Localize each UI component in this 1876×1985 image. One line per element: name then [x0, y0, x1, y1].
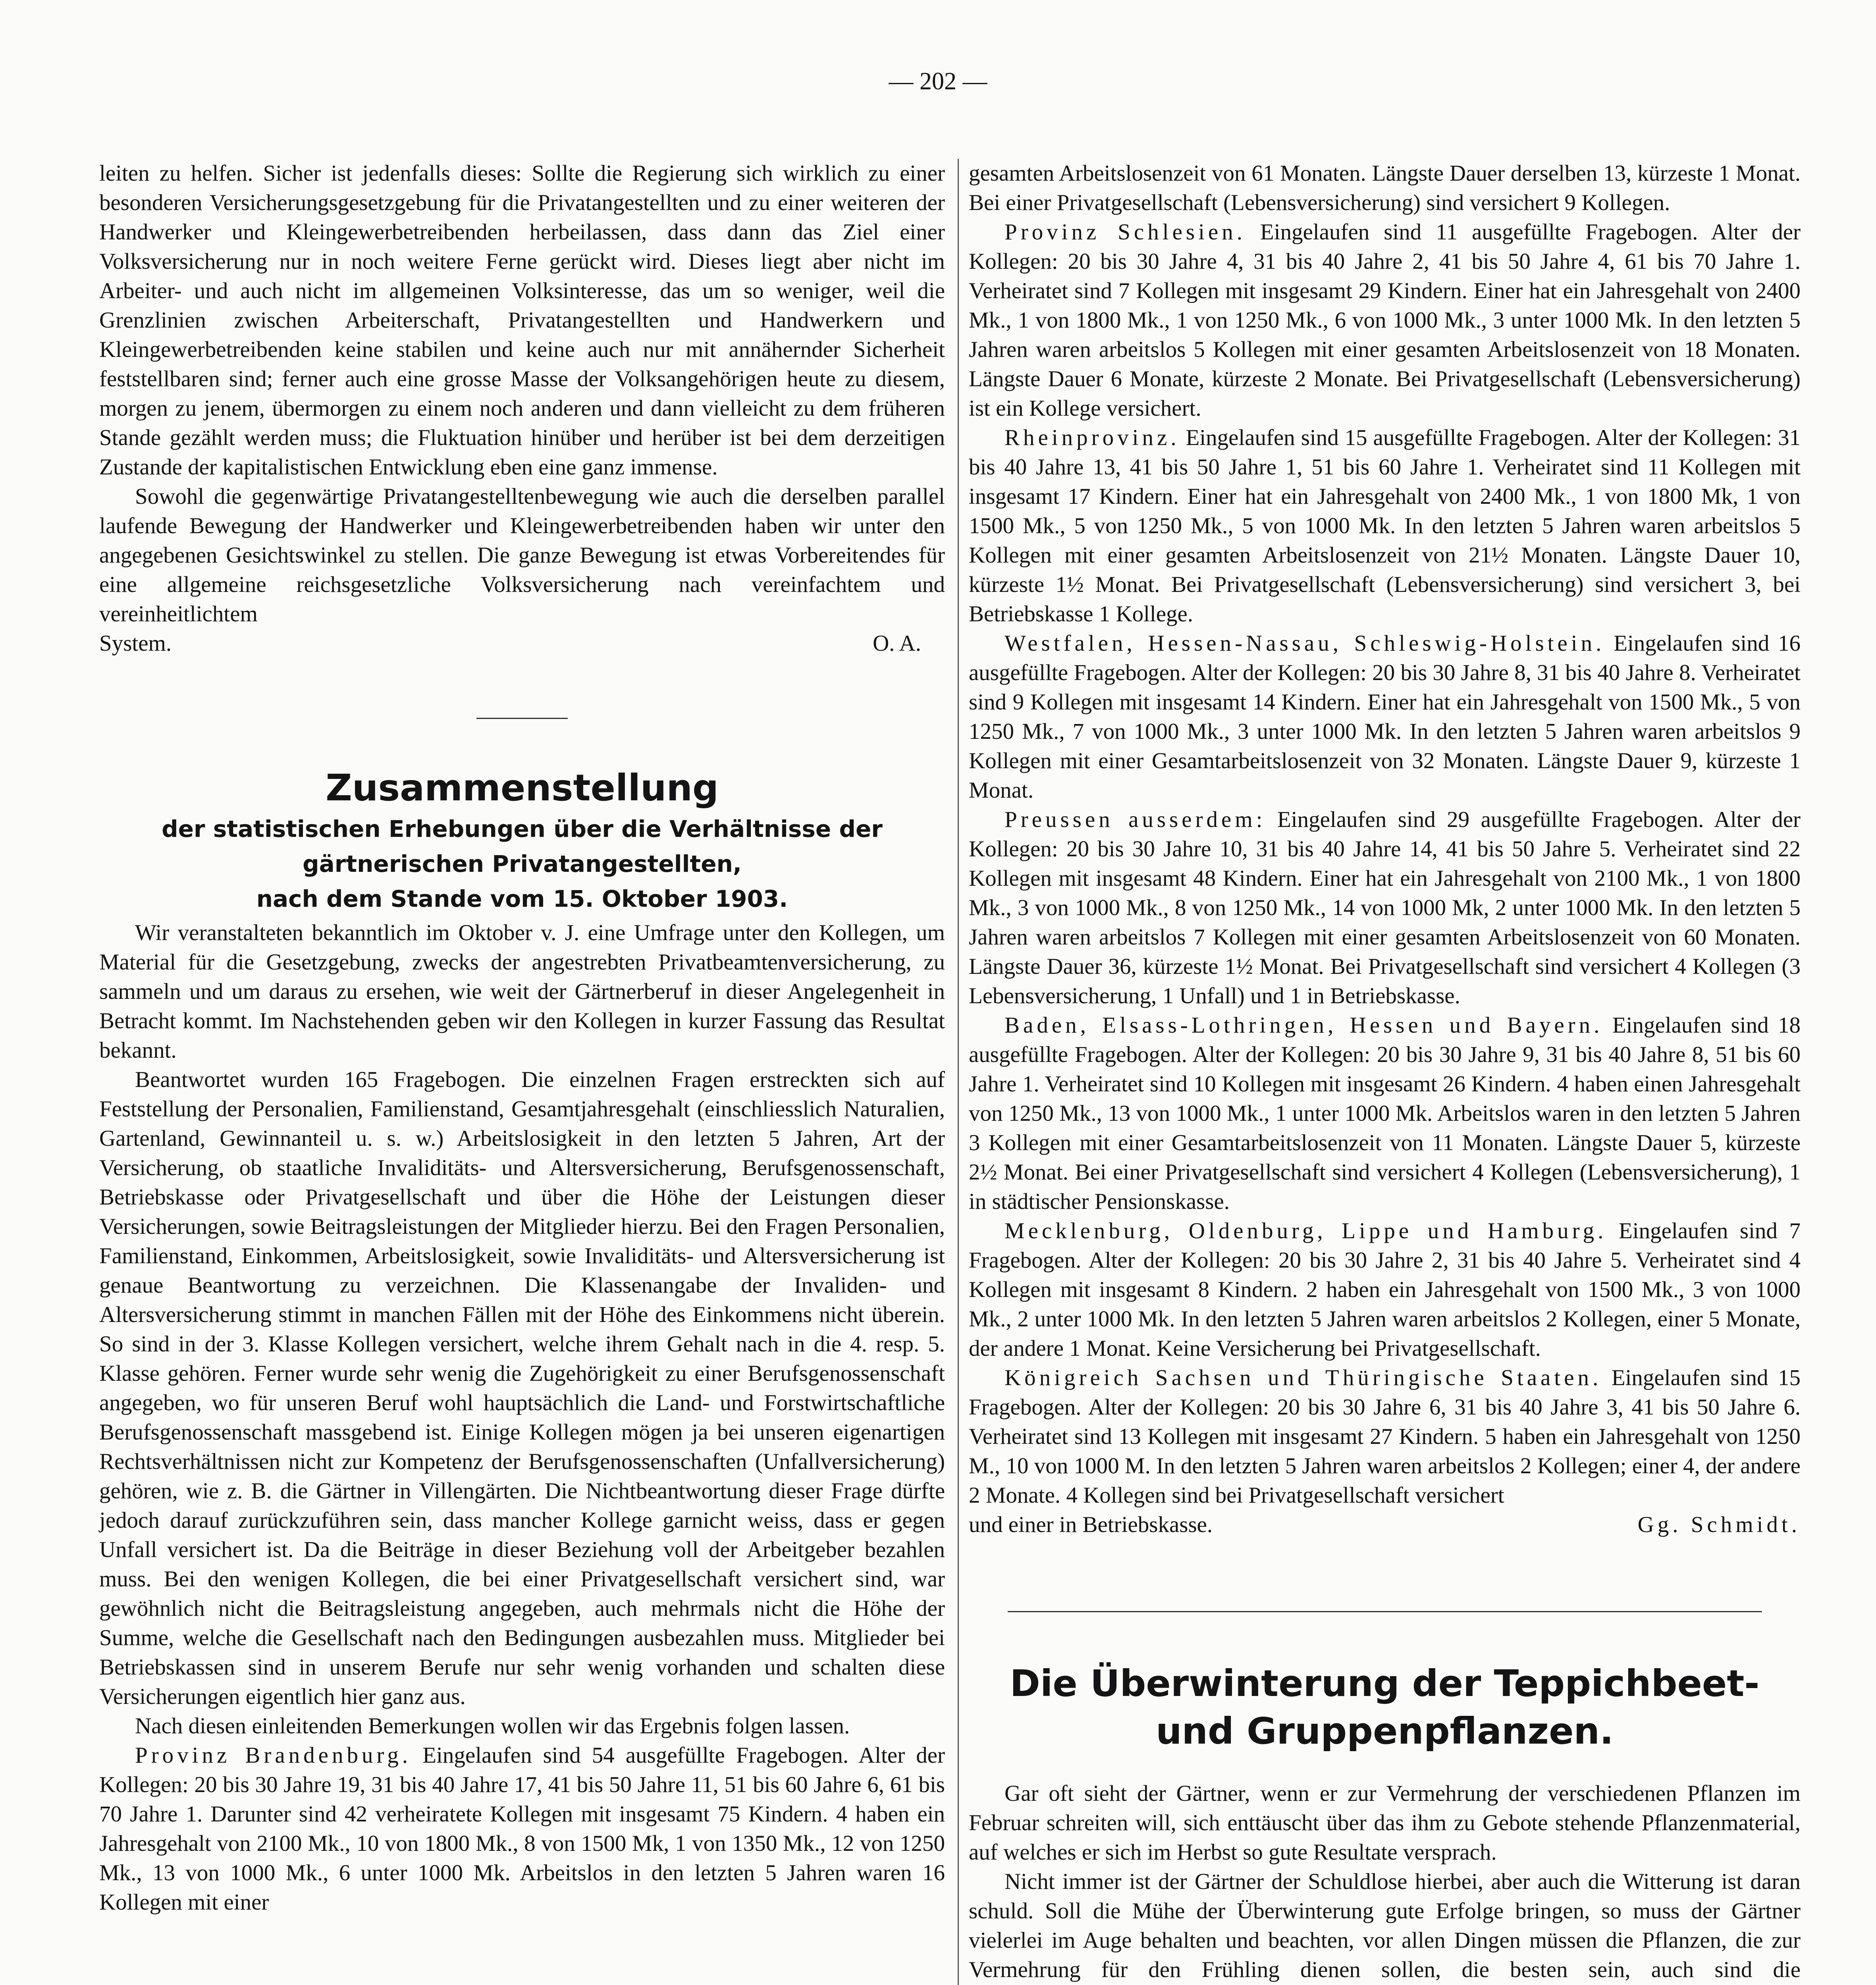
region-name: Rheinprovinz.: [1005, 425, 1180, 450]
article-heading: [969, 1660, 1801, 1755]
section-divider: [476, 718, 568, 719]
paragraph: Gar oft sieht der Gärtner, wenn er zur Vermehrung der verschiedenen Pflanzen im Februar schreiten will, sich enttäuscht über das ihm zu Gebote stehende Pflanzenmaterial, auf welches er sich im Herbst so gute Resultate versprach.: [969, 1781, 1801, 1865]
paragraph: Sowohl die gegenwärtige Privatangestelltenbewegung wie auch die derselben parallel laufende Bewegung der Handwerker und Kleingewerbetreibenden haben wir unter den angegebenen Gesichtswinkel zu stellen. Die ganze Bewegung ist etwas Vorbereitendes für eine allgemeine reichsgesetzliche Volksversicherung nach vereinfachtem und vereinheitlichtem: [99, 484, 945, 626]
author-signature: Gg. Schmidt.: [1637, 1512, 1801, 1537]
article-signature-line: [969, 1510, 1801, 1540]
article-subheading: der statistischen Erhebungen über die Verhältnisse der: [162, 815, 883, 842]
column-divider: [958, 159, 959, 1985]
region-text: Eingelaufen sind 16 ausgefüllte Fragebogen. Alter der Kollegen: 20 bis 30 Jahre 8, 31 bis 40 Jahre 8. Verheiratet sind 9 Kollegen mit insgesamt 14 Kindern. Einer hat ein Jahresgehalt von 1500 Mk., 5 von 1250 Mk., 7 von 1000 Mk., 3 unter 1000 Mk. In den letzten 5 Jahren waren arbeitslos 9 Kollegen mit einer Gesamtarbeitslosenzeit von 32 Monaten. Längste Dauer 9, kürzeste 1 Monat.: [969, 631, 1801, 803]
heading-line: Die Überwinterung der Teppichbeet-: [1010, 1662, 1760, 1705]
paragraph: Beantwortet wurden 165 Fragebogen. Die einzelnen Fragen erstreckten sich auf Feststellung der Personalien, Familienstand, Gesamtjahresgehalt (einschliesslich Naturalien, Gartenland, Gewinnanteil u. s. w.) Arbeitslosigkeit in den letzten 5 Jahren, Art der Versicherung, ob staatliche Invaliditäts- und Altersversicherung, Berufsgenossenschaft, Betriebskasse oder Privatgesellschaft und über die Höhe der Leistungen dieser Versicherungen, sowie Beitragsleistungen der Mitglieder hierzu. Bei den Fragen Personalien, Familienstand, Einkommen, Arbeitslosigkeit, sowie Invaliditäts- und Altersversicherung ist genaue Beantwortung zu verzeichnen. Die Klassenangabe der Invaliden- und Altersversicherung stimmt in manchen Fällen mit der Höhe des Einkommens nicht überein. So sind in der 3. Klasse Kollegen versichert, welche ihrem Gehalt nach in die 4. resp. 5. Klasse gehören. Ferner wurde sehr wenig die Zugehörigkeit zu einer Berufsgenossenschaft angegeben, wo für unseren Beruf wohl hauptsächlich die Land- und Forstwirtschaftliche Berufsgenossenschaft massgebend ist. Einige Kollegen mögen ja bei unseren eigenartigen Rechtsverhältnissen nicht zur Kompetenz der Berufsgenossenschaften (Unfallversicherung) gehören, wie z. B. die Gärtner in Villengärten. Die Nichtbeantwortung dieser Frage dürfte jedoch darauf zurückzuführen sein, dass mancher Kollege garnicht weiss, dass er gegen Unfall versichert ist. Da die Beiträge in dieser Beziehung voll der Arbeitgeber bezahlen muss. Bei den wenigen Kollegen, die bei einer Privatgesellschaft versichert sind, war gewöhnlich nicht die Beitragsleistung angegeben, auch mehrmals nicht die Höhe der Summe, welche die Gesellschaft nach den Bedingungen ausbezahlen muss. Mitglieder bei Betriebskassen sind in unserem Berufe nur sehr wenig vorhanden und schalten diese Versicherungen eigentlich hier ganz aus.: [99, 1067, 945, 1709]
region-paragraph: [969, 218, 1801, 423]
paragraph-end: und einer in Betriebskasse.: [969, 1512, 1213, 1537]
paragraph: gesamten Arbeitslosenzeit von 61 Monaten. Längste Dauer derselben 13, kürzeste 1 Monat. Bei einer Privatgesellschaft (Lebensversicherung) sind versichert 9 Kollegen.: [969, 161, 1801, 215]
region-name: Provinz Brandenburg.: [135, 1743, 412, 1768]
article-signature-line: [99, 629, 945, 658]
region-paragraph: [969, 423, 1801, 629]
region-name: Provinz Schlesien.: [1005, 220, 1246, 245]
paragraph: Nicht immer ist der Gärtner der Schuldlose hierbei, aber auch die Witterung ist daran schuld. Soll die Mühe der Überwinterung gute Erfolge bringen, so muss der Gärtner vielerlei im Auge behalten und beachten, vor allen Dingen müssen die Pflanzen, die zur Vermehrung für den Frühling dienen sollen, die besten sein, auch sind die: [969, 1869, 1801, 1982]
paragraph-end: System.: [99, 631, 172, 656]
region-text: Eingelaufen sind 7 Fragebogen. Alter der Kollegen: 20 bis 30 Jahre 2, 31 bis 40 Jahre 5. Verheiratet sind 4 Kollegen mit insgesamt 8 Kindern. 2 haben ein Jahresgehalt von 1500 Mk., 3 von 1000 Mk., 2 unter 1000 Mk. In den letzten 5 Jahren waren arbeitslos 2 Kollegen, einer 5 Monate, der andere 1 Monat. Keine Versicherung bei Privatgesellschaft.: [969, 1218, 1801, 1361]
region-text: Eingelaufen sind 15 ausgefüllte Fragebogen. Alter der Kollegen: 31 bis 40 Jahre 13, 41 bis 50 Jahre 1, 51 bis 60 Jahre 1. Verheiratet sind 11 Kollegen mit insgesamt 17 Kindern. Einer hat ein Jahresgehalt von 2400 Mk., 1 von 1800 Mk, 1 von 1500 Mk., 5 von 1250 Mk., 5 von 1000 Mk. In den letzten 5 Jahren waren arbeitslos 5 Kollegen mit einer gesamten Arbeitslosenzeit von 21½ Monaten. Längste Dauer 10, kürzeste 1½ Monat. Bei Privatgesellschaft (Lebensversicherung) sind versichert 3, bei Betriebskasse 1 Kollege.: [969, 425, 1801, 626]
region-text: Eingelaufen sind 11 ausgefüllte Fragebogen. Alter der Kollegen: 20 bis 30 Jahre 4, 31 bis 40 Jahre 2, 41 bis 50 Jahre 4, 61 bis 70 Jahre 1. Verheiratet sind 7 Kollegen mit insgesamt 29 Kindern. Einer hat ein Jahresgehalt von 2400 Mk., 1 von 1800 Mk., 1 von 1250 Mk., 6 von 1000 Mk., 3 unter 1000 Mk. In den letzten 5 Jahren waren arbeitslos 5 Kollegen mit einer gesamten Arbeitslosenzeit von 18 Monaten. Längste Dauer 6 Monate, kürzeste 2 Monate. Bei Privatgesellschaft (Lebensversicherung) ist ein Kollege versichert.: [969, 220, 1801, 421]
region-text: Eingelaufen sind 18 ausgefüllte Fragebogen. Alter der Kollegen: 20 bis 30 Jahre 9, 31 bis 40 Jahre 8, 51 bis 60 Jahre 1. Verheiratet sind 10 Kollegen mit insgesamt 26 Kindern. 4 haben einen Jahresgehalt von 1250 Mk., 13 von 1000 Mk., 1 unter 1000 Mk. Arbeitslos waren in den letzten 5 Jahren 3 Kollegen mit einer Gesamtarbeitslosenzeit von 11 Monaten. Längste Dauer 5, kürzeste 2½ Monat. Bei einer Privatgesellschaft sind versichert 4 Kollegen (Lebensversicherung), 1 in städtischer Pensionskasse.: [969, 1013, 1801, 1214]
region-name: Königreich Sachsen und Thüringische Staaten.: [1005, 1365, 1602, 1390]
article-subheading: gärtnerischen Privatangestellten,: [303, 850, 742, 877]
right-column: [969, 159, 1801, 1985]
page-number: — 202 —: [889, 68, 987, 95]
region-name: Baden, Elsass-Lothringen, Hessen und Bayern.: [1005, 1013, 1603, 1038]
author-signature: O. A.: [873, 631, 921, 656]
region-paragraph: [969, 1011, 1801, 1216]
section-divider: [1008, 1611, 1762, 1612]
article-subheading: nach dem Stande vom 15. Oktober 1903.: [256, 885, 788, 912]
paragraph: leiten zu helfen. Sicher ist jedenfalls dieses: Sollte die Regierung sich wirklich zu einer besonderen Versicherungsgesetzgebung für die Privatangestellten und zu einer weiteren der Handwerker und Kleingewerbetreibenden herbeilassen, dass dann das Ziel einer Volksversicherung nur in noch weitere Ferne gerückt wird. Dieses liegt aber nicht im Arbeiter- und auch nicht im allgemeinen Volksinteresse, das um so weniger, weil die Grenzlinien zwischen Arbeiterschaft, Privatangestellten und Handwerkern und Kleingewerbetreibenden keine stabilen und keine auch nur mit annähernder Sicherheit feststellbaren sind; ferner auch eine grosse Masse der Volksangehörigen heute zu diesem, morgen zu jenem, übermorgen zu einem noch anderen und dann vielleicht zu dem früheren Stande gezählt werden muss; die Fluktuation hinüber und herüber ist bei dem derzeitigen Zustande der kapitalistischen Entwicklung eben eine ganz immense.: [99, 161, 945, 480]
region-text: Eingelaufen sind 29 ausgefüllte Fragebogen. Alter der Kollegen: 20 bis 30 Jahre 10, 31 bis 40 Jahre 14, 41 bis 50 Jahre 5. Verheiratet sind 22 Kollegen mit insgesamt 48 Kindern. Einer hat ein Jahresgehalt von 2100 Mk., 1 von 1800 Mk., 3 von 1000 Mk., 8 von 1250 Mk., 14 von 1000 Mk, 2 unter 1000 Mk. In den letzten 5 Jahren waren arbeitslos 7 Kollegen mit einer gesamten Arbeitslosenzeit von 60 Monaten. Längste Dauer 36, kürzeste 1½ Monat. Bei Privatgesellschaft sind versichert 4 Kollegen (3 Lebensversicherung, 1 Unfall) und 1 in Betriebskasse.: [969, 807, 1801, 1008]
article-heading: Zusammenstellung: [326, 767, 719, 809]
left-column: [99, 159, 945, 1985]
region-paragraph: [99, 1741, 945, 1917]
paragraph: Wir veranstalteten bekanntlich im Oktober v. J. eine Umfrage unter den Kollegen, um Material für die Gesetzgebung, zwecks der angestrebten Privatbeamtenversicherung, zu sammeln und um daraus zu ersehen, wie weit der Gärtnerberuf in dieser Angelegenheit in Betracht kommt. Im Nachstehenden geben wir den Kollegen in kurzer Fassung das Resultat bekannt.: [99, 920, 945, 1063]
paragraph: Nach diesen einleitenden Bemerkungen wollen wir das Ergebnis folgen lassen.: [135, 1713, 850, 1738]
region-name: Mecklenburg, Oldenburg, Lippe und Hamburg.: [1005, 1218, 1607, 1243]
region-text: Eingelaufen sind 54 ausgefüllte Fragebogen. Alter der Kollegen: 20 bis 30 Jahre 19, 31 bis 40 Jahre 17, 41 bis 50 Jahre 11, 51 bis 60 Jahre 6, 61 bis 70 Jahre 1. Darunter sind 42 verheiratete Kollegen mit insgesamt 75 Kindern. 4 haben ein Jahresgehalt von 2100 Mk., 10 von 1800 Mk., 8 von 1500 Mk, 1 von 1350 Mk., 12 von 1250 Mk., 13 von 1000 Mk., 6 unter 1000 Mk. Arbeitslos in den letzten 5 Jahren waren 16 Kollegen mit einer: [99, 1743, 945, 1915]
region-text: Eingelaufen sind 15 Fragebogen. Alter der Kollegen: 20 bis 30 Jahre 6, 31 bis 40 Jahre 3, 41 bis 50 Jahre 6. Verheiratet sind 13 Kollegen mit insgesamt 27 Kindern. 5 haben ein Jahresgehalt von 1250 M., 10 von 1000 M. In den letzten 5 Jahren waren arbeitslos 2 Kollegen; einer 4, der andere 2 Monate. 4 Kollegen sind bei Privatgesellschaft versichert: [969, 1365, 1801, 1508]
region-paragraph: [969, 805, 1801, 1011]
region-name: Westfalen, Hessen-Nassau, Schleswig-Holstein.: [1005, 631, 1605, 656]
region-name: Preussen ausserdem:: [1005, 807, 1266, 832]
region-paragraph: [969, 1363, 1801, 1510]
region-paragraph: [969, 1216, 1801, 1363]
region-paragraph: [969, 629, 1801, 805]
heading-line: und Gruppenpflanzen.: [1156, 1710, 1614, 1752]
